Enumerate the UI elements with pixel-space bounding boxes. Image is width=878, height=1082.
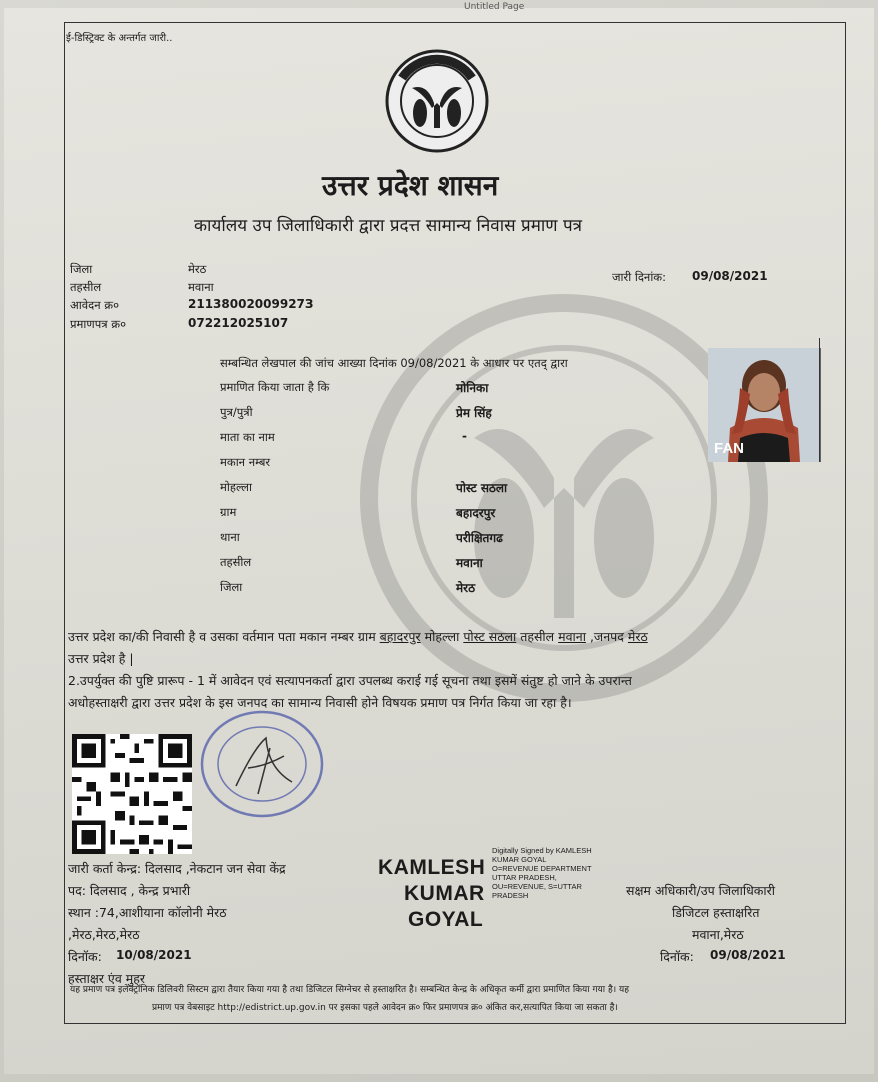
e-district-tagline: ई-डिस्ट्रिक्ट के अन्तर्गत जारी.. <box>66 33 173 44</box>
detail-label: थाना <box>220 530 240 544</box>
issue-date-label: जारी दिनांक: <box>612 270 667 284</box>
detail-value: प्रेम सिंह <box>456 406 492 420</box>
detail-label: मोहल्ला <box>220 480 252 494</box>
footer-note-line2: प्रमाण पत्र वेबसाइट http://edistrict.up.gov.in पर इसका पहले आवेदन क्र० फिर प्रमाणपत्र क्र० अंकित कर,सत्यापित किया जा सकता है। <box>152 1003 618 1013</box>
signature-detail-line: Digitally Signed by KAMLESH <box>492 846 592 855</box>
issuer-place: स्थान :74,आशीयाना कॉलोनी मेरठ <box>68 905 227 920</box>
issuer-city: ,मेरठ,मेरठ,मेरठ <box>68 927 140 942</box>
certificate-number-label: प्रमाणपत्र क्र० <box>70 317 127 331</box>
issuer-date-label: दिनॉक: <box>68 949 102 964</box>
detail-label: तहसील <box>220 555 252 569</box>
application-number-label: आवेदन क्र० <box>70 298 120 312</box>
authority-place: मवाना,मेरठ <box>692 927 744 942</box>
statement-prefix: उत्तर प्रदेश का/की निवासी है व उसका वर्तमान पता मकान नम्बर ग्राम <box>68 629 376 644</box>
detail-label: मकान नम्बर <box>220 455 271 469</box>
certificate-paper <box>4 2 874 1074</box>
authority-date-value: 09/08/2021 <box>710 948 786 962</box>
applicant-name: मोनिका <box>456 381 489 395</box>
authority-date-label: दिनॉक: <box>660 949 694 964</box>
issuer-post: पद: दिलसाद , केन्द्र प्रभारी <box>68 883 191 898</box>
issuer-date-value: 10/08/2021 <box>116 948 192 962</box>
digital-signature-details <box>492 846 592 900</box>
detail-value: - <box>462 429 467 443</box>
issue-date-value: 09/08/2021 <box>692 269 768 283</box>
detail-label: पुत्र/पुत्री <box>220 405 253 419</box>
statement-village: बहादरपुर <box>379 629 421 644</box>
application-number-value: 21138002009927З <box>188 297 314 311</box>
district-label: जिला <box>70 262 93 276</box>
statement-tehsil-word: तहसील <box>520 629 555 644</box>
detail-value: बहादरपुर <box>456 506 496 520</box>
signature-detail-line: OU=REVENUE, S=UTTAR <box>492 882 582 891</box>
statement-district: मेरठ <box>627 629 648 644</box>
verification-intro: सम्बन्धित लेखपाल की जांच आख्या दिनांक 09/08/2021 के आधार पर एतद् द्वारा <box>220 356 568 370</box>
residence-statement-line2: उत्तर प्रदेश है | <box>68 651 134 666</box>
detail-value: पोस्ट सठला <box>456 481 508 495</box>
govt-title: उत्तर प्रदेश शासन <box>322 169 499 202</box>
certificate-title: कार्यालय उप जिलाधिकारी द्वारा प्रदत्त सामान्य निवास प्रमाण पत्र <box>194 216 583 236</box>
digital-signer-name-line2: KUMAR <box>404 882 485 905</box>
applicant-photo <box>708 348 821 462</box>
signature-detail-line: PRADESH <box>492 891 529 900</box>
footer-note-line1: यह प्रमाण पत्र इलेक्ट्रॉनिक डिलिवरी सिस्टम द्वारा तैयार किया गया है तथा डिजिटल सिग्नेचर से हस्ताक्षरित है। सम्बन्धित केन्द्र के अधिकृत कर्मी द्वारा प्रमाणित किया गया है। यह <box>70 985 629 995</box>
competent-authority-title: सक्षम अधिकारी/उप जिलाधिकारी <box>626 883 775 898</box>
qr-code-icon <box>72 734 192 854</box>
page-header-text: Untitled Page <box>464 2 525 12</box>
tehsil-label: तहसील <box>70 280 102 294</box>
digitally-signed-text: डिजिटल हस्ताक्षरित <box>672 905 760 920</box>
detail-label: जिला <box>220 580 243 594</box>
signature-detail-line: UTTAR PRADESH, <box>492 873 557 882</box>
signature-detail-line: KUMAR GOYAL <box>492 855 547 864</box>
detail-label: ग्राम <box>220 505 237 519</box>
official-seal-stamp-icon <box>196 708 328 820</box>
confirmation-line2: अधोहस्ताक्षरी द्वारा उत्तर प्रदेश के इस जनपद का सामान्य निवासी होने विषयक प्रमाण पत्र निर्गत किया जा रहा है। <box>68 695 572 710</box>
detail-label: माता का नाम <box>220 430 275 444</box>
digital-signer-name-line1: KAMLESH <box>378 856 486 879</box>
photo-shirt-text: FAN <box>714 440 744 457</box>
certify-text: प्रमाणित किया जाता है कि <box>220 380 330 394</box>
signature-detail-line: O=REVENUE DEPARTMENT <box>492 864 592 873</box>
statement-district-word: ,जनपद <box>589 629 624 644</box>
issuing-center: जारी कर्ता केन्द्र: दिलसाद ,नेकटान जन सेवा केंद्र <box>68 861 286 876</box>
up-govt-logo-icon <box>382 48 492 154</box>
statement-mohalla-word: मोहल्ला <box>424 629 460 644</box>
tehsil-value: मवाना <box>188 280 214 294</box>
district-value: मेरठ <box>188 262 207 276</box>
digital-signer-name-line3: GOYAL <box>408 908 484 931</box>
certificate-number-value: 072212025107 <box>188 316 289 330</box>
residence-statement-line1 <box>68 628 648 645</box>
detail-value: मवाना <box>456 556 483 570</box>
photo-border-line <box>819 338 820 462</box>
signature-seal-label: हस्ताक्षर एंव मुहर <box>68 971 145 986</box>
statement-tehsil: मवाना <box>558 629 586 644</box>
detail-value: मेरठ <box>456 581 476 595</box>
confirmation-line1: 2.उपर्युक्त की पुष्टि प्रारूप - 1 में आवेदन एवं सत्यापनकर्ता द्वारा उपलब्ध कराई गई सूचना तथा इसमें संतुष्ट हो जाने के उपरान्त <box>68 673 632 688</box>
detail-value: परीक्षितगढ <box>456 531 503 545</box>
statement-mohalla: पोस्ट सठला <box>463 629 517 644</box>
